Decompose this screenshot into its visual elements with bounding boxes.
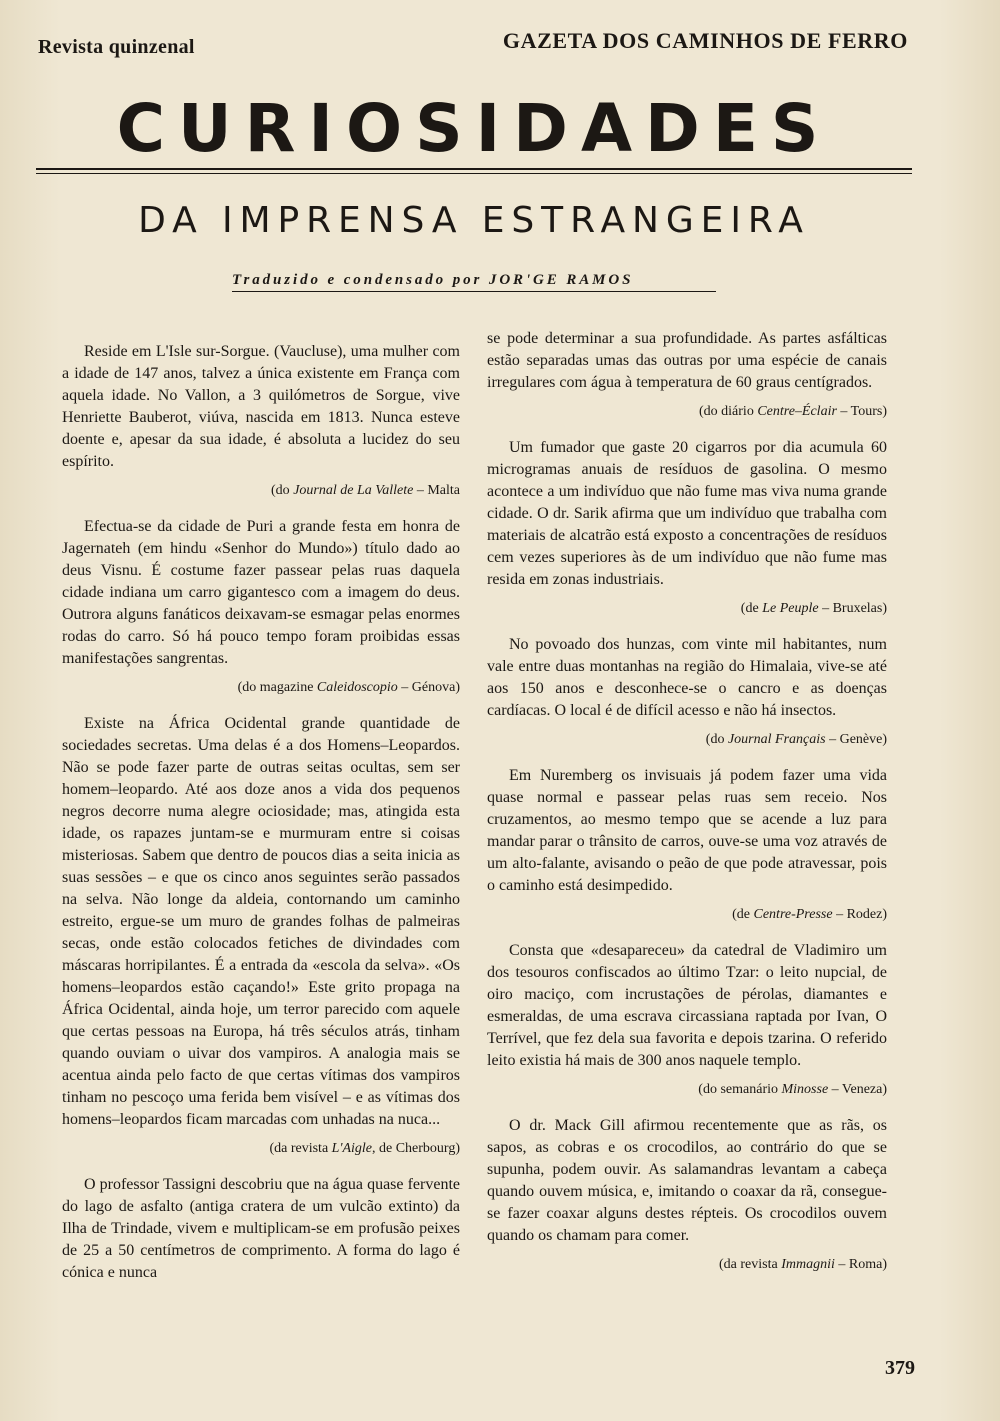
article-source: (da revista Immagnii – Roma): [719, 1257, 887, 1272]
article-source: (do diário Centre–Éclair – Tours): [699, 404, 887, 419]
article-paragraph: Consta que «desapareceu» da catedral de Vladimiro um dos tesouros confiscados ao último Tzar: o leito nupcial, de oiro maciço, com incrustações de pérolas, diamantes e esmeraldas, de uma escrava circassiana raptada por Ivan, O Terrível, que fez dela sua favorita e depois tzarina. O referido leito existia há mais de 300 anos naquele templo.: [487, 942, 887, 1069]
article-paragraph: Efectua-se da cidade de Puri a grande festa em honra de Jagernateh (em hindu «Senhor do Mundo») título dado ao deus Visnu. É costume fazer passear pelas ruas daquela cidade indiana um carro gigantesco com a imagem do deus. Outrora alguns fanáticos deixavam-se esmagar pelas enormes rodas do carro. Só há pouco tempo foram proibidas essas manifestações sangrentas.: [62, 518, 460, 667]
article-source: (de Le Peuple – Bruxelas): [740, 601, 887, 616]
article-paragraph: Em Nuremberg os invisuais já podem fazer uma vida quase normal e passear pelas ruas sem receio. Nos cruzamentos, ao mesmo tempo que se acende a luz para mandar parar o trânsito de carros, ouve-se uma voz através de um alto-falante, avisando o peão de que pode atravessar, pois o caminho está desimpedido.: [487, 767, 887, 894]
byline: Traduzido e condensado por JOR'GE RAMOS: [232, 272, 716, 292]
page-title: CURIOSIDADES: [116, 90, 832, 167]
article-source: (do semanário Minosse – Veneza): [698, 1082, 887, 1097]
article-source: (do Journal de La Vallete – Malta: [271, 483, 460, 498]
article-source: (da revista L'Aigle, de Cherbourg): [269, 1141, 460, 1156]
article-paragraph: O professor Tassigni descobriu que na água quase fervente do lago de asfalto (antiga cratera de um vulcão extinto) da Ilha de Trindade, vivem e multiplicam-se em profusão peixes de 25 a 50 centímetros de comprimento. A forma do lago é cónica e nunca: [62, 1176, 460, 1281]
article-paragraph: Reside em L'Isle sur-Sorgue. (Vaucluse), uma mulher com a idade de 147 anos, talvez a única existente em França com aquela idade. No Vallon, a 3 quilómetros de Sorgue, vive Henriette Bauberot, viúva, nascida em 1813. Nunca esteve doente e, apesar da sua idade, é absoluta a lucidez do seu espírito.: [62, 343, 460, 470]
article-paragraph: No povoado dos hunzas, com vinte mil habitantes, num vale entre duas montanhas na região do Himalaia, vive-se até aos 150 anos e desconhece-se o cancro e as doenças cardíacas. O local é de difícil acesso e não há insectos.: [487, 636, 887, 719]
header-left: Revista quinzenal: [38, 36, 195, 58]
article-source: (de Centre-Presse – Rodez): [732, 907, 887, 922]
page-subtitle: DA IMPRENSA ESTRANGEIRA: [138, 200, 810, 241]
right-column: [487, 328, 887, 1290]
article-paragraph: Existe na África Ocidental grande quantidade de sociedades secretas. Uma delas é a dos Homens–Leopardos. Não se pode fazer parte de outras seitas ocultas, sem ser homem–leopardo. Até aos doze anos a vida dos pequenos negros decorre numa alegre ociosidade; mas, atingida esta idade, os rapazes juntam-se e murmuram entre si coisas misteriosas. Sabem que dentro de poucos dias a seita inicia as suas sessões – e que os cinco anos seguintes serão passados na selva. Não longe da aldeia, contornando um caminho estreito, ergue-se um muro de grandes folhas de palmeiras secas, onde estão colocados fetiches de divindades com máscaras horripilantes. É a entrada da «escola da selva». «Os homens–leopardos estão caçando!» Este grito propaga na África Ocidental, ainda hoje, um terror parecido com aquele que certas pessoas na Europa, há três séculos atrás, tinham quando ouviam o uivar dos vampiros. A analogia mais se acentua ainda pelo facto de que certas vítimas dos vampiros tinham no pescoço uma ferida bem visível – e as vítimas dos homens–leopardos ficam marcadas com unhadas na nuca...: [62, 715, 460, 1128]
title-rule-thin: [36, 173, 912, 174]
article-paragraph: Um fumador que gaste 20 cigarros por dia acumula 60 microgramas anuais de resíduos de gasolina. O mesmo acontece a um indivíduo que não fume mas viva numa grande cidade. O dr. Sarik afirma que um indivíduo que trabalha com materiais de alcatrão está exposto a concentrações de resíduos cem vezes superiores às de um indivíduo que não fume mas resida em zonas industriais.: [487, 439, 887, 588]
left-column: [62, 341, 460, 1284]
article-source: (do magazine Caleidoscopio – Génova): [237, 680, 460, 695]
title-rule: [36, 168, 912, 170]
header-right: GAZETA DOS CAMINHOS DE FERRO: [502, 28, 908, 53]
page-number: 379: [885, 1357, 915, 1379]
article-paragraph: se pode determinar a sua profundidade. As partes asfálticas estão separadas umas das outras por uma espécie de canais irregulares com água à temperatura de 60 graus centígrados.: [487, 330, 887, 391]
article-paragraph: O dr. Mack Gill afirmou recentemente que as rãs, os sapos, as cobras e os crocodilos, ao contrário do que se supunha, podem ouvir. As salamandras levantam a cabeça quando ouvem música, e, imitando o coaxar da rã, consegue-se fazer coaxar alguns destes répteis. Os crocodilos ouvem quando os chamam para comer.: [487, 1117, 887, 1244]
article-source: (do Journal Français – Genève): [705, 732, 887, 747]
